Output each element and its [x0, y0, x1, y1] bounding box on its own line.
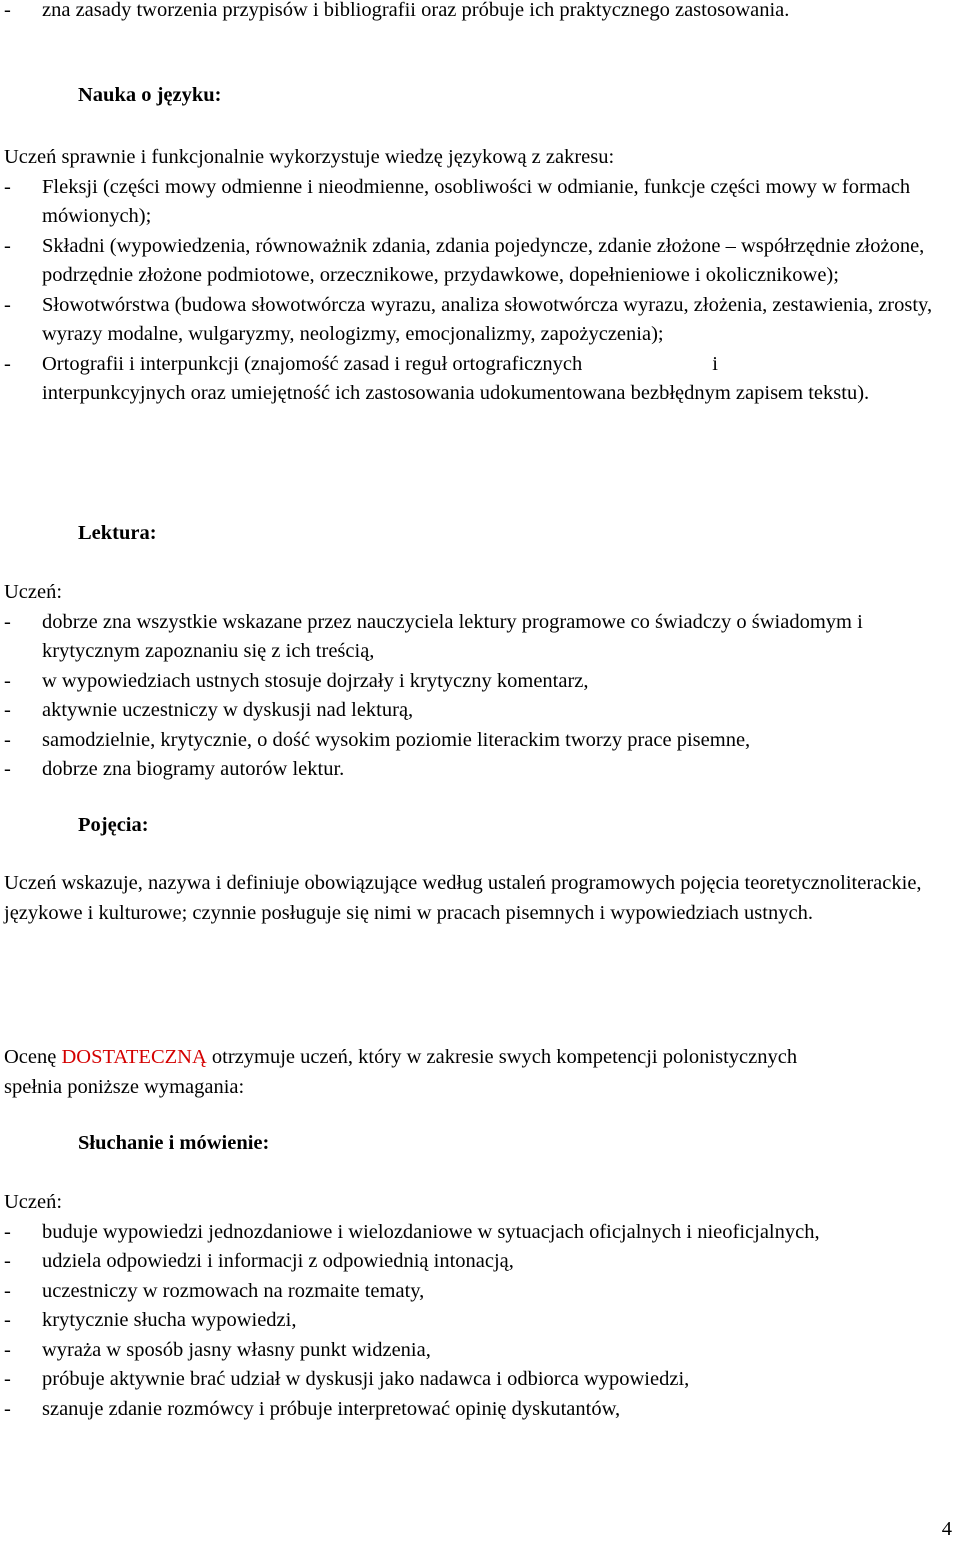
grade-label: DOSTATECZNĄ	[61, 1046, 207, 1068]
sluchanie-section	[4, 1188, 958, 1424]
sluchanie-intro: Uczeń:	[4, 1191, 63, 1213]
lektura-section	[4, 578, 958, 785]
list-item: - Składni (wypowiedzenia, równoważnik zdania, zdania pojedyncze, zdanie złożone – współrzędnie złożone, podrzędnie złożone podmiotowe, orzecznikowe, przydawkowe, dopełnieniowe i okolicznikowe);	[4, 234, 925, 286]
list-item: - uczestniczy w rozmowach na rozmaite tematy,	[4, 1279, 425, 1302]
lektura-intro: Uczeń:	[4, 581, 63, 603]
page-number: 4	[941, 1518, 952, 1540]
section-heading-lektura: Lektura:	[78, 522, 157, 544]
section-heading-nauka: Nauka o języku:	[78, 84, 222, 106]
top-list	[4, 0, 834, 26]
list-item: - Ortografii i interpunkcji (znajomość zasad i reguł ortograficznych i interpunkcyjnych oraz umiejętność ich zastosowania udokumentowana bezbłędnym zapisem tekstu).	[4, 352, 870, 404]
list-item: - buduje wypowiedzi jednozdaniowe i wielozdaniowe w sytuacjach oficjalnych i nieoficjalnych,	[4, 1220, 820, 1243]
pojecia-section	[4, 869, 958, 928]
list-item: - dobrze zna wszystkie wskazane przez nauczyciela lektury programowe co świadczy o świadomym i krytycznym zapoznaniu się z ich treścią,	[4, 610, 863, 662]
list-item: - dobrze zna biogramy autorów lektur.	[4, 758, 345, 780]
list-item: - w wypowiedziach ustnych stosuje dojrzały i krytyczny komentarz,	[4, 669, 589, 692]
list-item: - krytycznie słucha wypowiedzi,	[4, 1309, 297, 1331]
section-heading-pojecia: Pojęcia:	[78, 814, 149, 836]
nauka-intro: Uczeń sprawnie i funkcjonalnie wykorzystuje wiedzę językową z zakresu:	[4, 146, 615, 168]
nauka-section	[4, 143, 958, 409]
list-item: - zna zasady tworzenia przypisów i bibliografii oraz próbuje ich praktycznego zastosowania.	[4, 0, 790, 21]
list-item: - udziela odpowiedzi i informacji z odpowiednią intonacją,	[4, 1250, 514, 1272]
list-item: - samodzielnie, krytycznie, o dość wysokim poziomie literackim tworzy prace pisemne,	[4, 728, 751, 751]
list-item: - próbuje aktywnie brać udział w dyskusji jako nadawca i odbiorca wypowiedzi,	[4, 1368, 690, 1390]
list-item: - szanuje zdanie rozmówcy i próbuje interpretować opinię dyskutantów,	[4, 1397, 621, 1420]
grade-intro: Ocenę DOSTATECZNĄ otrzymuje uczeń, który w zakresie swych kompetencji polonistycznych spełnia poniższe wymagania:	[4, 1046, 798, 1098]
pojecia-text: Uczeń wskazuje, nazywa i definiuje obowiązujące według ustaleń programowych pojęcia teoretycznoliterackie, językowe i kulturowe; czynnie posługuje się nimi w pracach pisemnych i wypowiedziach ustnych.	[4, 872, 922, 924]
section-heading-sluchanie: Słuchanie i mówienie:	[78, 1132, 270, 1154]
list-item: - Fleksji (części mowy odmienne i nieodmienne, osobliwości w odmianie, funkcje części mowy w formach mówionych);	[4, 175, 911, 227]
list-item: - Słowotwórstwa (budowa słowotwórcza wyrazu, analiza słowotwórcza wyrazu, złożenia, zestawienia, zrosty, wyrazy modalne, wulgaryzmy, neologizmy, emocjonalizmy, zapożyczenia);	[4, 293, 933, 345]
list-item: - aktywnie uczestniczy w dyskusji nad lekturą,	[4, 699, 414, 721]
list-item: - wyraża w sposób jasny własny punkt widzenia,	[4, 1338, 431, 1361]
